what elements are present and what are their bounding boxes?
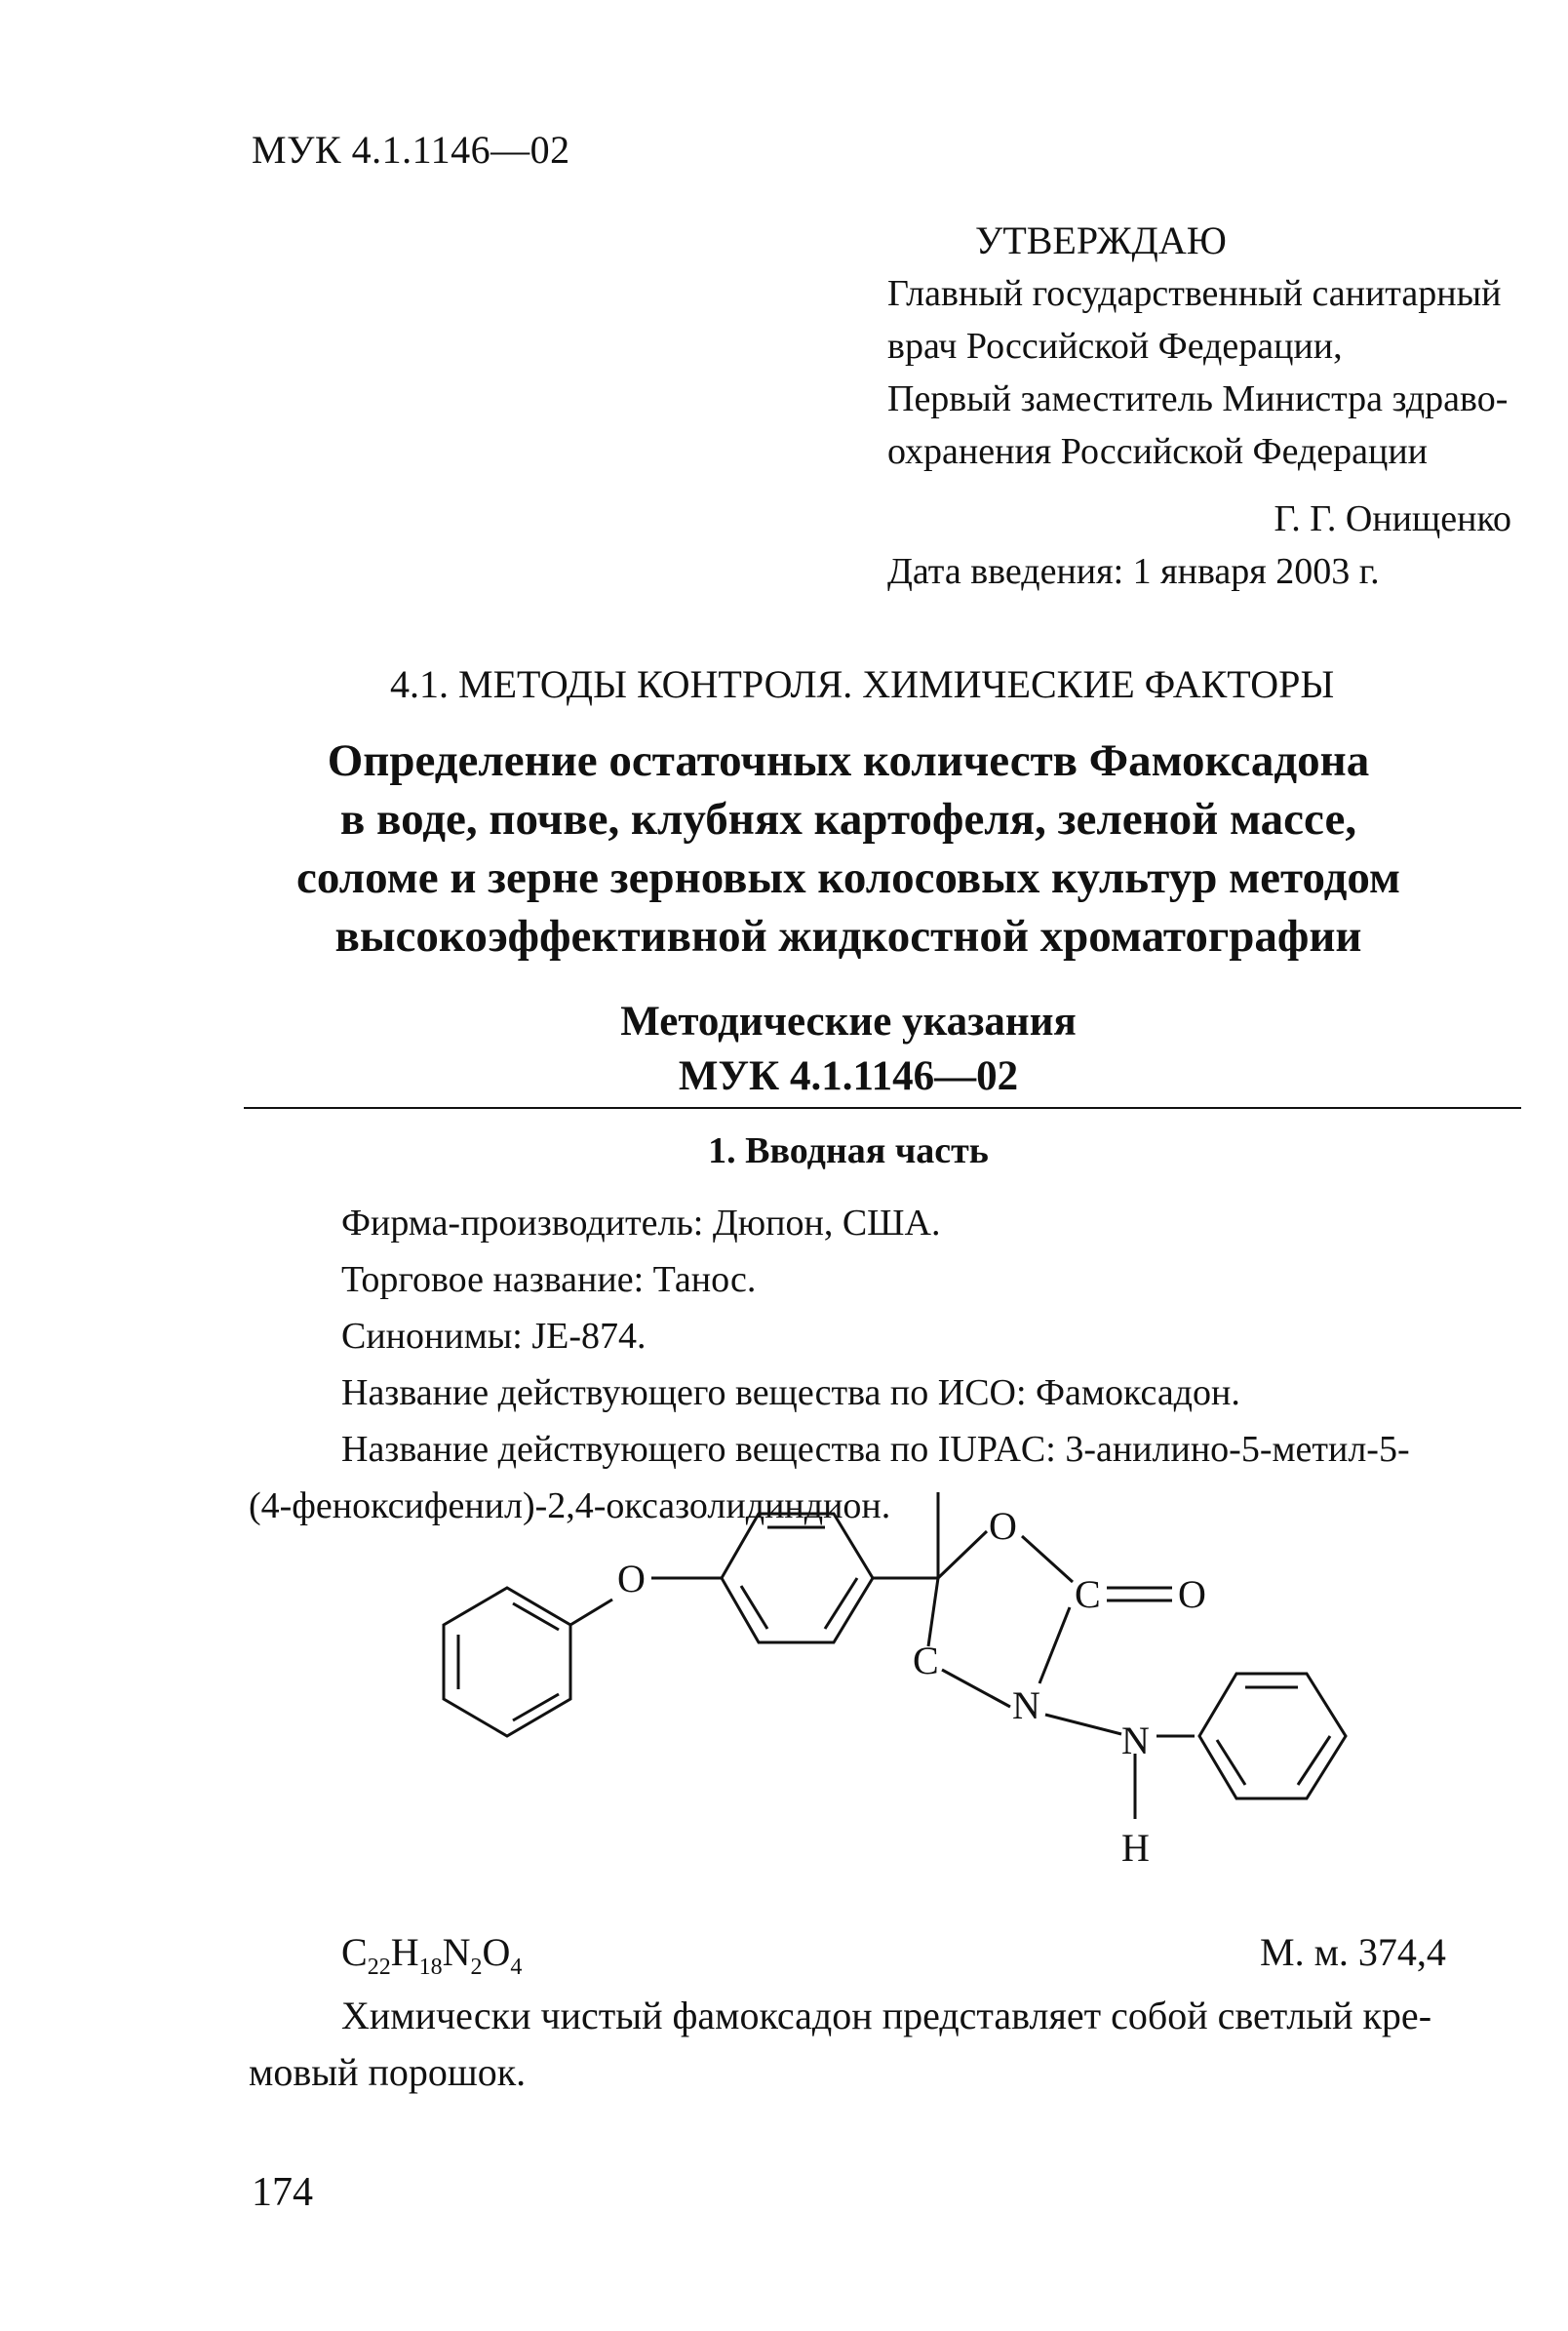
ring-bond <box>942 1670 1010 1707</box>
description-line: Химически чистый фамоксадон представляет собой светлый кре- <box>341 1994 1432 2037</box>
molar-mass: М. м. 374,4 <box>1260 1930 1446 1974</box>
page-number: 174 <box>252 2170 313 2215</box>
formula-count: 2 <box>470 1955 483 1980</box>
ring-bond <box>1039 1607 1070 1683</box>
intro-line: Название действующего вещества по IUPAC: 3-анилино-5-метил-5- <box>341 1429 1410 1470</box>
approval-line: врач Российской Федерации, <box>887 326 1343 367</box>
aromatic-bond <box>1298 1736 1330 1785</box>
formula-count: 18 <box>418 1955 443 1980</box>
formula-count: 4 <box>510 1955 523 1980</box>
intro-heading: 1. Вводная часть <box>708 1130 989 1171</box>
title-line: высокоэффективной жидкостной хроматографии <box>334 911 1362 962</box>
title-line: Определение остаточных количеств Фамоксадона <box>327 735 1370 786</box>
formula-element: H <box>390 1930 419 1974</box>
intro-line: Торговое название: Танос. <box>341 1259 757 1300</box>
aromatic-bond <box>825 1578 857 1629</box>
guidelines-code: МУК 4.1.1146—02 <box>678 1053 1019 1099</box>
hydrazine-bond <box>1045 1715 1121 1734</box>
description-paragraph <box>249 1988 1521 2101</box>
ring-bond <box>1022 1536 1073 1582</box>
formula-element: C <box>341 1930 368 1974</box>
atom-label: O <box>617 1557 646 1600</box>
document-code-header: МУК 4.1.1146—02 <box>252 128 570 172</box>
atom-label: N <box>1012 1683 1040 1727</box>
structural-formula <box>390 1492 1404 1921</box>
signatory-block <box>887 493 1511 598</box>
molecular-formula <box>341 1929 522 1981</box>
aromatic-bond <box>513 1603 559 1630</box>
aromatic-bond <box>1217 1740 1245 1785</box>
aromatic-bond <box>741 1586 767 1629</box>
document-title <box>244 731 1453 966</box>
signatory-name: Г. Г. Онищенко <box>1274 498 1511 539</box>
atom-label: N <box>1121 1719 1150 1762</box>
ring-bond <box>938 1531 987 1578</box>
title-line: соломе и зерне зерновых колосовых культур методом <box>295 852 1401 903</box>
approval-block <box>887 215 1531 478</box>
intro-line: Синонимы: JE-874. <box>341 1316 647 1357</box>
atom-label: C <box>1075 1572 1101 1616</box>
guidelines-label: Методические указания <box>620 999 1077 1045</box>
intro-line-continuation: (4-феноксифенил)-2,4-оксазолидиндион. <box>249 1485 891 1526</box>
formula-element: N <box>442 1930 471 1974</box>
intro-line: Фирма-производитель: Дюпон, США. <box>341 1203 941 1244</box>
section-heading: 4.1. МЕТОДЫ КОНТРОЛЯ. ХИМИЧЕСКИЕ ФАКТОРЫ <box>390 662 1335 706</box>
middle-phenyl-ring <box>722 1514 873 1642</box>
guidelines-block <box>244 995 1453 1104</box>
aromatic-bond <box>513 1694 559 1720</box>
approval-line: Первый заместитель Министра здраво- <box>887 378 1509 419</box>
atom-label: H <box>1121 1826 1150 1870</box>
intro-list <box>249 1195 1492 1534</box>
right-phenyl-ring <box>1199 1674 1346 1798</box>
approval-line: охранения Российской Федерации <box>887 431 1429 472</box>
formula-count: 22 <box>367 1955 391 1980</box>
formula-element: O <box>482 1930 511 1974</box>
ether-bond <box>570 1600 612 1625</box>
atom-label: C <box>913 1639 939 1682</box>
effective-date: Дата введения: 1 января 2003 г. <box>887 551 1380 592</box>
approval-line: Главный государственный санитарный <box>887 273 1502 314</box>
intro-line: Название действующего вещества по ИСО: Фамоксадон. <box>341 1372 1240 1413</box>
ring-bond <box>928 1578 938 1646</box>
left-phenyl-ring <box>444 1588 570 1736</box>
title-line: в воде, почве, клубнях картофеля, зеленой массе, <box>339 794 1357 845</box>
horizontal-divider <box>244 1107 1521 1109</box>
atom-label: O <box>989 1504 1017 1548</box>
atom-label: O <box>1178 1572 1206 1616</box>
approval-title: УТВЕРЖДАЮ <box>975 218 1227 262</box>
description-line: мовый порошок. <box>249 2050 527 2094</box>
